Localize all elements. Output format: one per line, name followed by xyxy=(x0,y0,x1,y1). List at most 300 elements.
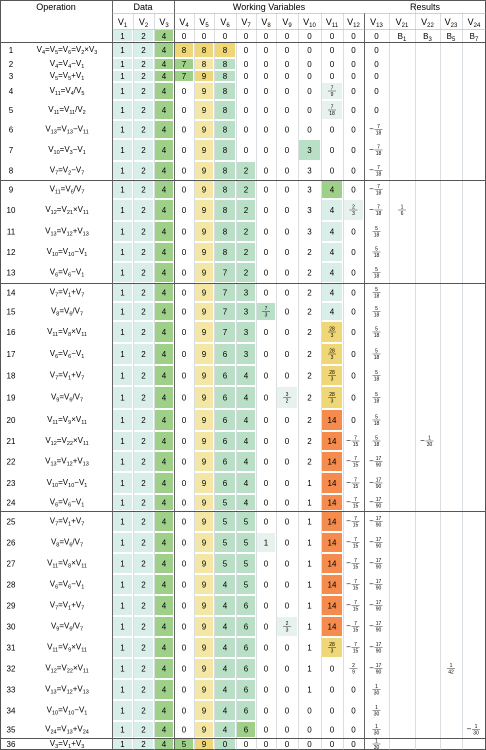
operation-13: $V_6=V_6-V_1$ xyxy=(49,267,85,279)
value-v4: 0 xyxy=(181,538,187,548)
value-v3: 4 xyxy=(161,307,167,317)
svg-text:2: 2 xyxy=(285,621,289,627)
value-v1: 1 xyxy=(120,268,125,278)
row-number: 9 xyxy=(8,185,14,195)
column-header-v3: $V_3$ xyxy=(159,17,169,29)
value-v13: 0 xyxy=(374,87,379,96)
column-header-v13: $V_{13}$ xyxy=(370,17,383,29)
value-v4: 7 xyxy=(181,60,187,69)
value-v1: 1 xyxy=(120,185,125,195)
value-v12: 0 xyxy=(351,87,356,96)
value-v3: 4 xyxy=(161,146,167,155)
value-v3: 4 xyxy=(161,166,167,176)
svg-text:−: − xyxy=(369,537,374,547)
value-v3: 4 xyxy=(161,580,167,590)
svg-text:7: 7 xyxy=(354,558,357,564)
svg-text:−: − xyxy=(346,478,351,487)
value-v4: 0 xyxy=(181,328,187,337)
value-v2: 2 xyxy=(141,643,146,653)
value-v6: 8 xyxy=(222,185,228,195)
value-v4: 0 xyxy=(181,559,187,569)
svg-text:28: 28 xyxy=(329,326,335,333)
row-number: 26 xyxy=(6,538,16,548)
header-operation: Operation xyxy=(36,2,76,12)
value-v1: 1 xyxy=(120,125,125,135)
svg-text:18: 18 xyxy=(375,171,382,178)
value-v3: 4 xyxy=(161,371,167,381)
value-v5: 9 xyxy=(201,601,207,611)
operation-14: $V_7=V_1+V_7$ xyxy=(49,287,85,299)
row-number: 36 xyxy=(6,740,16,749)
svg-text:3: 3 xyxy=(330,648,334,655)
value-v12: 0 xyxy=(351,288,356,298)
value-v11: 14 xyxy=(327,622,337,632)
value-v4: 0 xyxy=(181,457,187,467)
svg-text:7: 7 xyxy=(377,204,380,211)
value-v11: 14 xyxy=(327,479,337,488)
value-v6: 5 xyxy=(222,559,228,569)
operation-17: $V_6=V_6-V_1$ xyxy=(49,349,85,360)
value-v4: 0 xyxy=(181,106,187,115)
initial-value: 0 xyxy=(329,32,335,41)
svg-text:90: 90 xyxy=(375,462,382,469)
initial-value: $B_5$ xyxy=(446,32,456,43)
svg-text:18: 18 xyxy=(375,211,382,217)
value-v3: 4 xyxy=(161,106,167,115)
svg-text:−: − xyxy=(346,497,351,507)
value-v1: 1 xyxy=(120,227,125,237)
value-v1: 1 xyxy=(120,685,125,695)
svg-text:28: 28 xyxy=(329,348,335,355)
svg-text:3: 3 xyxy=(330,398,334,405)
svg-text:18: 18 xyxy=(373,421,380,427)
value-v10: 2 xyxy=(307,350,312,359)
svg-text:18: 18 xyxy=(373,253,380,259)
value-v12: 0 xyxy=(351,307,356,317)
svg-text:7: 7 xyxy=(354,642,357,648)
value-v1: 1 xyxy=(120,393,125,403)
value-v10: 1 xyxy=(307,559,312,569)
value-v12: 0 xyxy=(351,60,356,69)
value-v5: 9 xyxy=(201,664,207,674)
value-v8: 0 xyxy=(263,268,269,278)
value-v10: 1 xyxy=(307,517,312,527)
value-v6: 4 xyxy=(222,622,228,632)
value-v2: 2 xyxy=(141,227,146,237)
value-v6: 4 xyxy=(222,664,228,674)
svg-text:3: 3 xyxy=(264,312,268,319)
row-number: 6 xyxy=(8,125,14,135)
value-v4: 0 xyxy=(181,664,187,674)
value-v11: 14 xyxy=(327,457,337,467)
value-v7: 4 xyxy=(243,498,249,508)
row-number: 4 xyxy=(8,87,14,96)
value-v1: 1 xyxy=(120,106,125,115)
value-v4: 0 xyxy=(181,601,187,611)
value-v7: 6 xyxy=(243,706,249,716)
column-header-v4: $V_4$ xyxy=(179,17,189,29)
operation-2: $V_4=V_4-V_1$ xyxy=(49,59,85,70)
operation-12: $V_{10}=V_{10}-V_1$ xyxy=(46,247,88,258)
svg-text:18: 18 xyxy=(373,293,380,300)
svg-text:−: − xyxy=(346,579,351,589)
value-v13: 0 xyxy=(374,72,379,81)
value-v4: 0 xyxy=(181,706,187,716)
value-v11: 4 xyxy=(329,185,335,195)
value-v11: 0 xyxy=(329,740,335,749)
value-v3: 4 xyxy=(161,622,167,632)
row-number: 22 xyxy=(6,457,16,467)
value-v5: 9 xyxy=(201,740,207,749)
svg-text:18: 18 xyxy=(375,130,382,137)
value-v7: 5 xyxy=(243,559,249,569)
row-number: 24 xyxy=(6,498,16,508)
value-v9: 0 xyxy=(284,248,290,257)
value-v3: 4 xyxy=(161,685,167,695)
value-v7: 4 xyxy=(243,371,249,381)
value-v5: 9 xyxy=(201,166,207,176)
value-v2: 2 xyxy=(141,664,146,674)
svg-text:5: 5 xyxy=(375,435,378,442)
svg-text:90: 90 xyxy=(375,503,382,510)
value-v2: 2 xyxy=(141,307,146,317)
value-v12: 0 xyxy=(351,685,356,695)
value-v1: 1 xyxy=(120,206,125,215)
value-v5: 9 xyxy=(201,538,207,548)
row-number: 27 xyxy=(6,559,16,569)
value-v4: 0 xyxy=(181,87,187,96)
value-v12: 0 xyxy=(351,350,356,359)
value-v3: 4 xyxy=(161,248,167,257)
value-v10: 2 xyxy=(307,288,312,298)
value-v4: 0 xyxy=(181,498,187,508)
svg-text:7: 7 xyxy=(377,184,380,190)
value-v10: 3 xyxy=(307,166,312,176)
value-v4: 0 xyxy=(181,248,187,257)
value-v8: 0 xyxy=(263,725,269,735)
value-v3: 4 xyxy=(161,206,167,215)
value-v12: 0 xyxy=(351,146,356,155)
svg-text:90: 90 xyxy=(375,606,382,613)
value-v8: 0 xyxy=(263,288,269,298)
value-v5: 9 xyxy=(201,437,207,446)
svg-text:5: 5 xyxy=(375,226,378,232)
value-v11: 14 xyxy=(327,559,337,569)
header-working-variables: Working Variables xyxy=(232,2,306,12)
value-v12: 0 xyxy=(351,185,356,195)
value-v3: 4 xyxy=(161,437,167,446)
value-v7: 2 xyxy=(243,166,249,176)
column-header-v12: $V_{12}$ xyxy=(347,17,360,29)
svg-text:30: 30 xyxy=(373,711,380,718)
value-v6: 8 xyxy=(222,125,228,135)
svg-text:15: 15 xyxy=(352,585,359,592)
value-v10: 3 xyxy=(307,146,312,155)
value-v2: 2 xyxy=(141,268,146,278)
value-v4: 0 xyxy=(181,307,187,317)
value-v12: 0 xyxy=(351,125,356,135)
svg-text:1: 1 xyxy=(400,204,404,211)
value-v4: 5 xyxy=(181,740,187,749)
value-v7: 2 xyxy=(243,227,249,237)
value-v7: 2 xyxy=(243,248,249,257)
value-v9: 0 xyxy=(284,307,290,317)
svg-text:−: − xyxy=(369,600,374,610)
svg-text:−: − xyxy=(346,537,351,547)
svg-text:−: − xyxy=(420,436,425,445)
operation-10: $V_{12}=V_{21}\times V_{11}$ xyxy=(45,205,89,216)
value-v3: 4 xyxy=(161,479,167,488)
svg-text:7: 7 xyxy=(354,456,357,462)
value-v8: 0 xyxy=(263,371,269,381)
value-v10: 0 xyxy=(307,106,312,115)
value-v7: 0 xyxy=(243,87,249,96)
value-v8: 0 xyxy=(263,437,269,446)
value-v7: 4 xyxy=(243,416,249,425)
value-v8: 0 xyxy=(263,601,269,611)
value-v6: 8 xyxy=(222,206,228,215)
value-v4: 0 xyxy=(181,350,187,359)
value-v5: 8 xyxy=(201,60,207,69)
svg-text:17: 17 xyxy=(375,537,382,543)
value-v12: 0 xyxy=(351,725,356,735)
value-v8: 0 xyxy=(263,457,269,467)
value-v1: 1 xyxy=(120,538,125,548)
value-v6: 6 xyxy=(222,479,228,488)
svg-text:−: − xyxy=(369,497,374,507)
value-v3: 4 xyxy=(161,87,167,96)
column-header-v8: $V_8$ xyxy=(261,17,271,29)
svg-text:5: 5 xyxy=(375,326,378,333)
value-v11: 0 xyxy=(329,725,335,735)
svg-text:18: 18 xyxy=(373,273,380,280)
initial-value: 0 xyxy=(181,32,187,41)
value-v8: 0 xyxy=(263,517,269,527)
value-v2: 2 xyxy=(141,685,146,695)
row-number: 8 xyxy=(8,166,14,176)
svg-text:17: 17 xyxy=(375,579,382,585)
value-v5: 9 xyxy=(201,307,207,317)
value-v8: 0 xyxy=(263,146,269,155)
svg-text:17: 17 xyxy=(375,477,382,484)
svg-text:−: − xyxy=(369,663,374,673)
svg-text:7: 7 xyxy=(377,124,380,130)
row-number: 20 xyxy=(6,416,16,425)
value-v5: 9 xyxy=(201,457,207,467)
value-v9: 0 xyxy=(284,60,290,69)
value-v11: 4 xyxy=(329,268,335,278)
value-v2: 2 xyxy=(141,106,146,115)
operation-32: $V_{12}=V_{22}\times V_{11}$ xyxy=(45,663,89,675)
svg-text:17: 17 xyxy=(375,516,382,522)
value-v1: 1 xyxy=(120,437,125,446)
row-number: 32 xyxy=(6,664,16,674)
initial-value: 0 xyxy=(307,32,312,41)
operation-27: $V_{11}=V_8\times V_{11}$ xyxy=(47,558,87,570)
value-v8: 0 xyxy=(263,125,269,135)
svg-text:−: − xyxy=(346,516,351,526)
operation-24: $V_6=V_6-V_1$ xyxy=(49,497,85,509)
svg-text:7: 7 xyxy=(354,537,357,543)
value-v4: 0 xyxy=(181,371,187,381)
column-header-v23: $V_{23}$ xyxy=(444,17,458,29)
value-v6: 4 xyxy=(222,601,228,611)
value-v11: 14 xyxy=(327,580,337,590)
value-v4: 0 xyxy=(181,416,187,425)
row-number: 18 xyxy=(6,371,16,381)
value-v10: 0 xyxy=(307,72,312,81)
value-v6: 8 xyxy=(222,87,228,96)
svg-text:90: 90 xyxy=(375,543,382,550)
initial-value: 2 xyxy=(141,32,146,41)
value-v11: 14 xyxy=(327,601,337,611)
value-v1: 1 xyxy=(120,371,125,381)
value-v3: 4 xyxy=(161,740,167,749)
svg-text:15: 15 xyxy=(352,648,359,655)
initial-value: 0 xyxy=(243,32,249,41)
svg-text:−: − xyxy=(369,579,374,589)
value-v7: 4 xyxy=(243,393,249,403)
value-v6: 6 xyxy=(222,350,228,359)
value-v7: 4 xyxy=(243,437,249,446)
value-v10: 0 xyxy=(307,87,312,96)
row-number: 7 xyxy=(8,146,14,155)
value-v2: 2 xyxy=(141,479,146,488)
value-v6: 4 xyxy=(222,685,228,695)
value-v6: 8 xyxy=(222,146,228,155)
value-v5: 9 xyxy=(201,248,207,257)
row-number: 16 xyxy=(6,328,16,337)
value-v7: 4 xyxy=(243,479,249,488)
value-v9: 0 xyxy=(284,268,290,278)
svg-text:7: 7 xyxy=(354,497,357,503)
initial-value: 4 xyxy=(161,32,167,41)
row-number: 15 xyxy=(6,307,16,317)
value-v6: 4 xyxy=(222,643,228,653)
svg-text:−: − xyxy=(369,516,374,526)
svg-text:−: − xyxy=(369,456,374,466)
value-v9: 0 xyxy=(284,72,290,81)
value-v8: 0 xyxy=(263,479,269,488)
value-v8: 0 xyxy=(263,46,269,55)
value-v12: 0 xyxy=(351,166,356,176)
value-v13: 0 xyxy=(374,60,379,69)
svg-text:2: 2 xyxy=(352,204,355,211)
value-v2: 2 xyxy=(141,580,146,590)
value-v1: 1 xyxy=(120,46,125,55)
value-v3: 4 xyxy=(161,227,167,237)
value-v4: 0 xyxy=(181,479,187,488)
operation-34: $V_{10}=V_{10}-V_1$ xyxy=(46,705,88,717)
row-number: 10 xyxy=(6,206,16,215)
value-v9: 0 xyxy=(284,643,290,653)
value-v11: 0 xyxy=(329,706,335,716)
value-v12: 0 xyxy=(351,72,356,81)
row-number: 17 xyxy=(6,350,16,359)
value-v2: 2 xyxy=(141,437,146,446)
value-v12: 0 xyxy=(351,740,356,749)
value-v6: 8 xyxy=(222,227,228,237)
value-v9: 0 xyxy=(284,371,290,381)
svg-text:5: 5 xyxy=(375,287,378,293)
value-v4: 0 xyxy=(181,580,187,590)
svg-text:15: 15 xyxy=(352,442,359,448)
value-v12: 0 xyxy=(351,106,356,115)
value-v11: 4 xyxy=(329,248,335,257)
value-v5: 9 xyxy=(201,498,207,508)
value-v1: 1 xyxy=(120,706,125,716)
value-v1: 1 xyxy=(120,498,125,508)
value-v1: 1 xyxy=(120,622,125,632)
value-v10: 3 xyxy=(307,206,312,215)
value-v5: 9 xyxy=(201,517,207,527)
value-v6: 5 xyxy=(222,517,228,527)
value-v5: 8 xyxy=(201,46,207,55)
svg-text:−: − xyxy=(369,642,374,652)
value-v4: 0 xyxy=(181,393,187,403)
svg-text:−: − xyxy=(369,145,374,154)
value-v5: 9 xyxy=(201,288,207,298)
value-v4: 0 xyxy=(181,227,187,237)
svg-text:90: 90 xyxy=(375,522,382,529)
svg-text:7: 7 xyxy=(330,104,334,111)
svg-text:5: 5 xyxy=(375,414,378,421)
svg-text:−: − xyxy=(466,724,472,734)
value-v11: 14 xyxy=(327,437,337,446)
value-v5: 9 xyxy=(201,479,207,488)
value-v11: 14 xyxy=(327,517,337,527)
value-v5: 9 xyxy=(201,580,207,590)
operation-15: $V_8=V_6/V_7$ xyxy=(50,306,84,318)
value-v6: 5 xyxy=(222,498,228,508)
svg-text:7: 7 xyxy=(377,165,380,171)
svg-text:−: − xyxy=(346,642,351,652)
row-number: 12 xyxy=(6,248,16,257)
operation-26: $V_8=V_6/V_7$ xyxy=(50,537,84,549)
svg-text:7: 7 xyxy=(354,516,357,522)
operation-16: $V_{11}=V_8\times V_{11}$ xyxy=(47,327,87,338)
value-v7: 2 xyxy=(243,185,249,195)
value-v9: 0 xyxy=(284,457,290,467)
value-v1: 1 xyxy=(120,643,125,653)
value-v2: 2 xyxy=(141,46,146,55)
value-v9: 0 xyxy=(284,498,290,508)
operation-20: $V_{11}=V_9\times V_{11}$ xyxy=(47,415,87,426)
value-v2: 2 xyxy=(141,559,146,569)
value-v3: 4 xyxy=(161,643,167,653)
value-v9: 0 xyxy=(284,706,290,716)
svg-text:9: 9 xyxy=(330,92,334,98)
svg-text:17: 17 xyxy=(375,497,382,503)
value-v3: 4 xyxy=(161,268,167,278)
value-v4: 0 xyxy=(181,268,187,278)
svg-text:3: 3 xyxy=(330,333,334,339)
svg-text:18: 18 xyxy=(373,355,380,361)
column-header-v10: $V_{10}$ xyxy=(303,17,316,29)
value-v9: 0 xyxy=(284,437,290,446)
value-v5: 9 xyxy=(201,125,207,135)
value-v7: 6 xyxy=(243,643,249,653)
value-v12: 0 xyxy=(351,46,356,55)
svg-text:30: 30 xyxy=(473,730,479,737)
value-v10: 0 xyxy=(307,125,312,135)
svg-text:90: 90 xyxy=(375,564,382,571)
value-v13: 0 xyxy=(374,46,379,55)
value-v8: 0 xyxy=(263,559,269,569)
svg-text:7: 7 xyxy=(354,621,357,627)
value-v8: 0 xyxy=(263,72,269,81)
value-v8: 0 xyxy=(263,350,269,359)
